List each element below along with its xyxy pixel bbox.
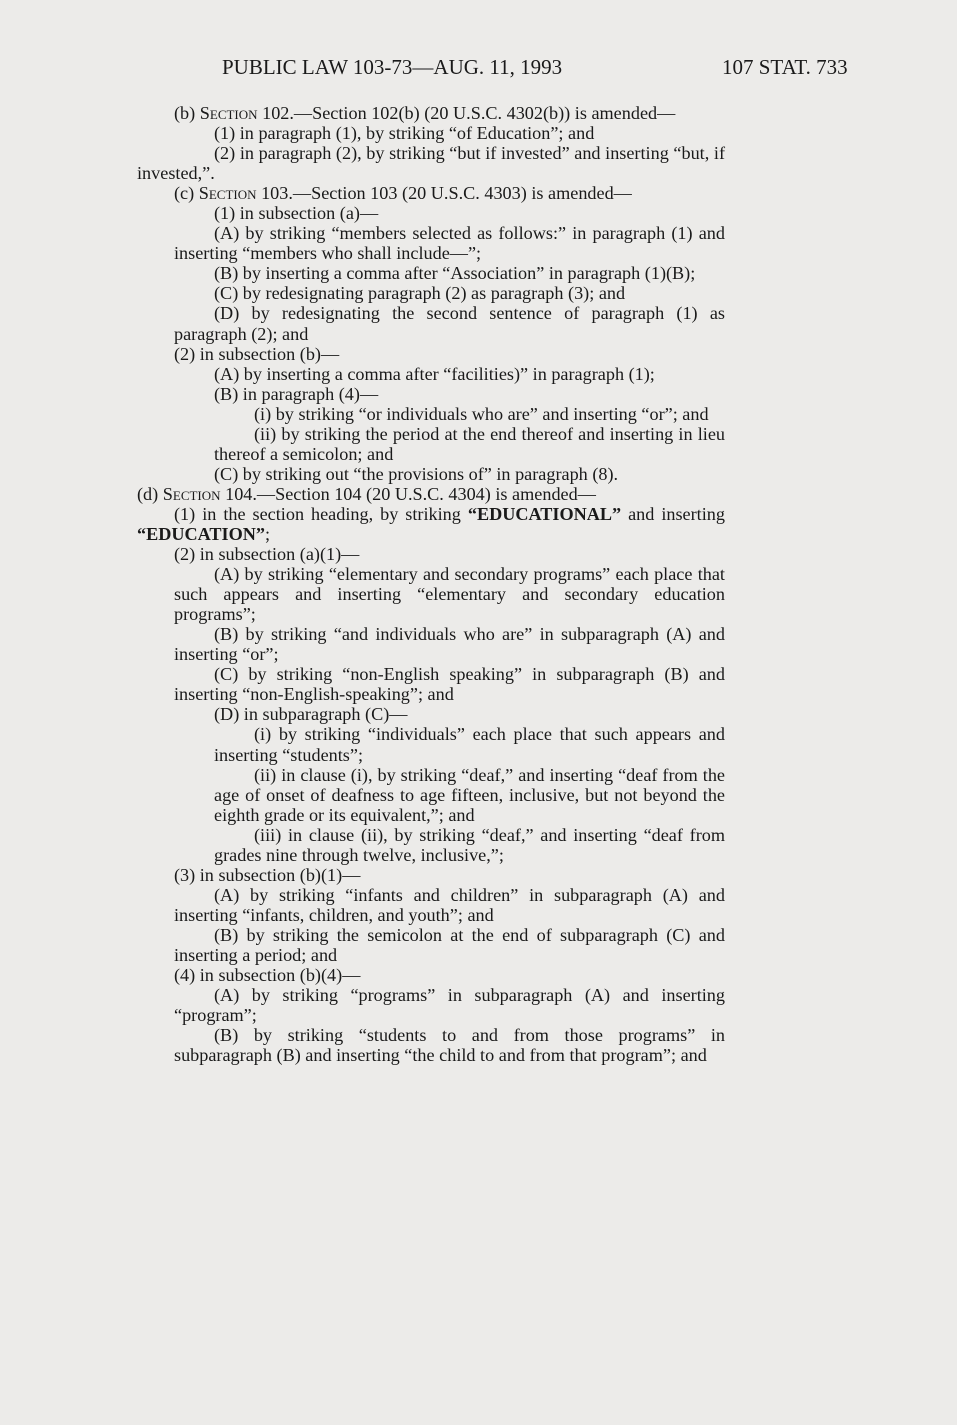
clause-d2Dii: (ii) in clause (i), by striking “deaf,” and inserting “deaf from the age of onset of deafness to age fifteen, inclusive, but not beyond the eighth grade or its equivalent,”; and — [214, 764, 725, 825]
paragraph-c1: (1) in subsection (a)— — [214, 203, 379, 224]
item-d2A: (A) by striking “elementary and secondary programs” each place that such appears and inserting “elementary and secondary education programs”; — [174, 564, 725, 625]
d1-struck-term: “EDUCATIONAL” — [467, 503, 622, 524]
item-c1A: (A) by striking “members selected as follows:” in paragraph (1) and inserting “members who shall include—”; — [174, 223, 725, 264]
page-reference: 107 STAT. 733 — [722, 55, 848, 79]
d1-inserted-term: “EDUCATION” — [137, 523, 265, 544]
clause-c2Bi: (i) by striking “or individuals who are” and inserting “or”; and — [254, 403, 709, 424]
paragraph-c2: (2) in subsection (b)— — [174, 343, 340, 364]
d1-text-a: (1) in the section heading, by striking — [174, 503, 468, 524]
subsection-b — [137, 103, 725, 123]
section-word: Section — [198, 183, 257, 204]
clause-d2Di: (i) by striking “individuals” each place that such appears and inserting “students”; — [214, 724, 725, 765]
item-d2D: (D) in subparagraph (C)— — [214, 704, 408, 725]
statute-text — [137, 103, 725, 1065]
paragraph-d4: (4) in subsection (b)(4)— — [174, 965, 361, 986]
item-d2C: (C) by striking “non-English speaking” in subparagraph (B) and inserting “non-English-speaking”; and — [174, 664, 725, 705]
c1-items — [137, 223, 725, 343]
item-c2B: (B) in paragraph (4)— — [214, 383, 379, 404]
section-word: Section — [162, 483, 221, 504]
paragraph-d2: (2) in subsection (a)(1)— — [174, 544, 360, 565]
d1-text-c: ; — [265, 523, 271, 544]
item-c1C: (C) by redesignating paragraph (2) as paragraph (3); and — [214, 283, 626, 304]
subsection-heading: 103.—Section 103 (20 U.S.C. 4303) is amended— — [256, 183, 632, 204]
d4-items — [137, 985, 725, 1065]
page-header — [0, 55, 957, 85]
paragraph-d1 — [137, 504, 725, 544]
clause-d2Diii: (iii) in clause (ii), by striking “deaf,” and inserting “deaf from grades nine through twelve, inclusive,”; — [214, 824, 725, 865]
item-d4B: (B) by striking “students to and from those programs” in subparagraph (B) and inserting “the child to and from that program”; and — [174, 1025, 725, 1066]
item-c1B: (B) by inserting a comma after “Association” in paragraph (1)(B); — [214, 263, 696, 284]
subsection-heading: 102.—Section 102(b) (20 U.S.C. 4302(b)) is amended— — [257, 103, 676, 123]
running-head: PUBLIC LAW 103-73—AUG. 11, 1993 — [222, 55, 563, 79]
c2B-clauses — [174, 404, 725, 464]
item-c2C: (C) by striking out “the provisions of” in paragraph (8). — [214, 463, 619, 484]
c2-items — [137, 364, 725, 484]
paragraph-b1: (1) in paragraph (1), by striking “of Education”; and — [214, 123, 595, 144]
item-d2B: (B) by striking “and individuals who are” in subparagraph (A) and inserting “or”; — [174, 624, 725, 665]
subsection-c — [137, 183, 725, 203]
paragraph-b2: (2) in paragraph (2), by striking “but if invested” and inserting “but, if invested,”. — [137, 143, 725, 184]
item-c2A: (A) by inserting a comma after “facilities)” in paragraph (1); — [214, 363, 655, 384]
subsection-label: (b) — [174, 103, 200, 123]
d3-items — [137, 885, 725, 965]
subsection-d — [137, 484, 725, 504]
subsection-label: (c) — [174, 183, 199, 204]
d1-text-b: and inserting — [621, 503, 725, 524]
item-d3B: (B) by striking the semicolon at the end of subparagraph (C) and inserting a period; and — [174, 924, 725, 965]
item-d4A: (A) by striking “programs” in subparagraph (A) and inserting “program”; — [174, 985, 725, 1026]
section-word: Section — [199, 103, 258, 123]
clause-c2Bii: (ii) by striking the period at the end thereof and inserting in lieu thereof a semicolon; and — [214, 423, 725, 464]
d2D-clauses — [174, 724, 725, 864]
item-c1D: (D) by redesignating the second sentence of paragraph (1) as paragraph (2); and — [174, 303, 725, 344]
item-d3A: (A) by striking “infants and children” in subparagraph (A) and inserting “infants, children, and youth”; and — [174, 884, 725, 925]
subsection-heading: 104.—Section 104 (20 U.S.C. 4304) is amended— — [220, 483, 596, 504]
paragraph-d3: (3) in subsection (b)(1)— — [174, 864, 361, 885]
subsection-label: (d) — [137, 483, 163, 504]
d2-items — [137, 564, 725, 865]
